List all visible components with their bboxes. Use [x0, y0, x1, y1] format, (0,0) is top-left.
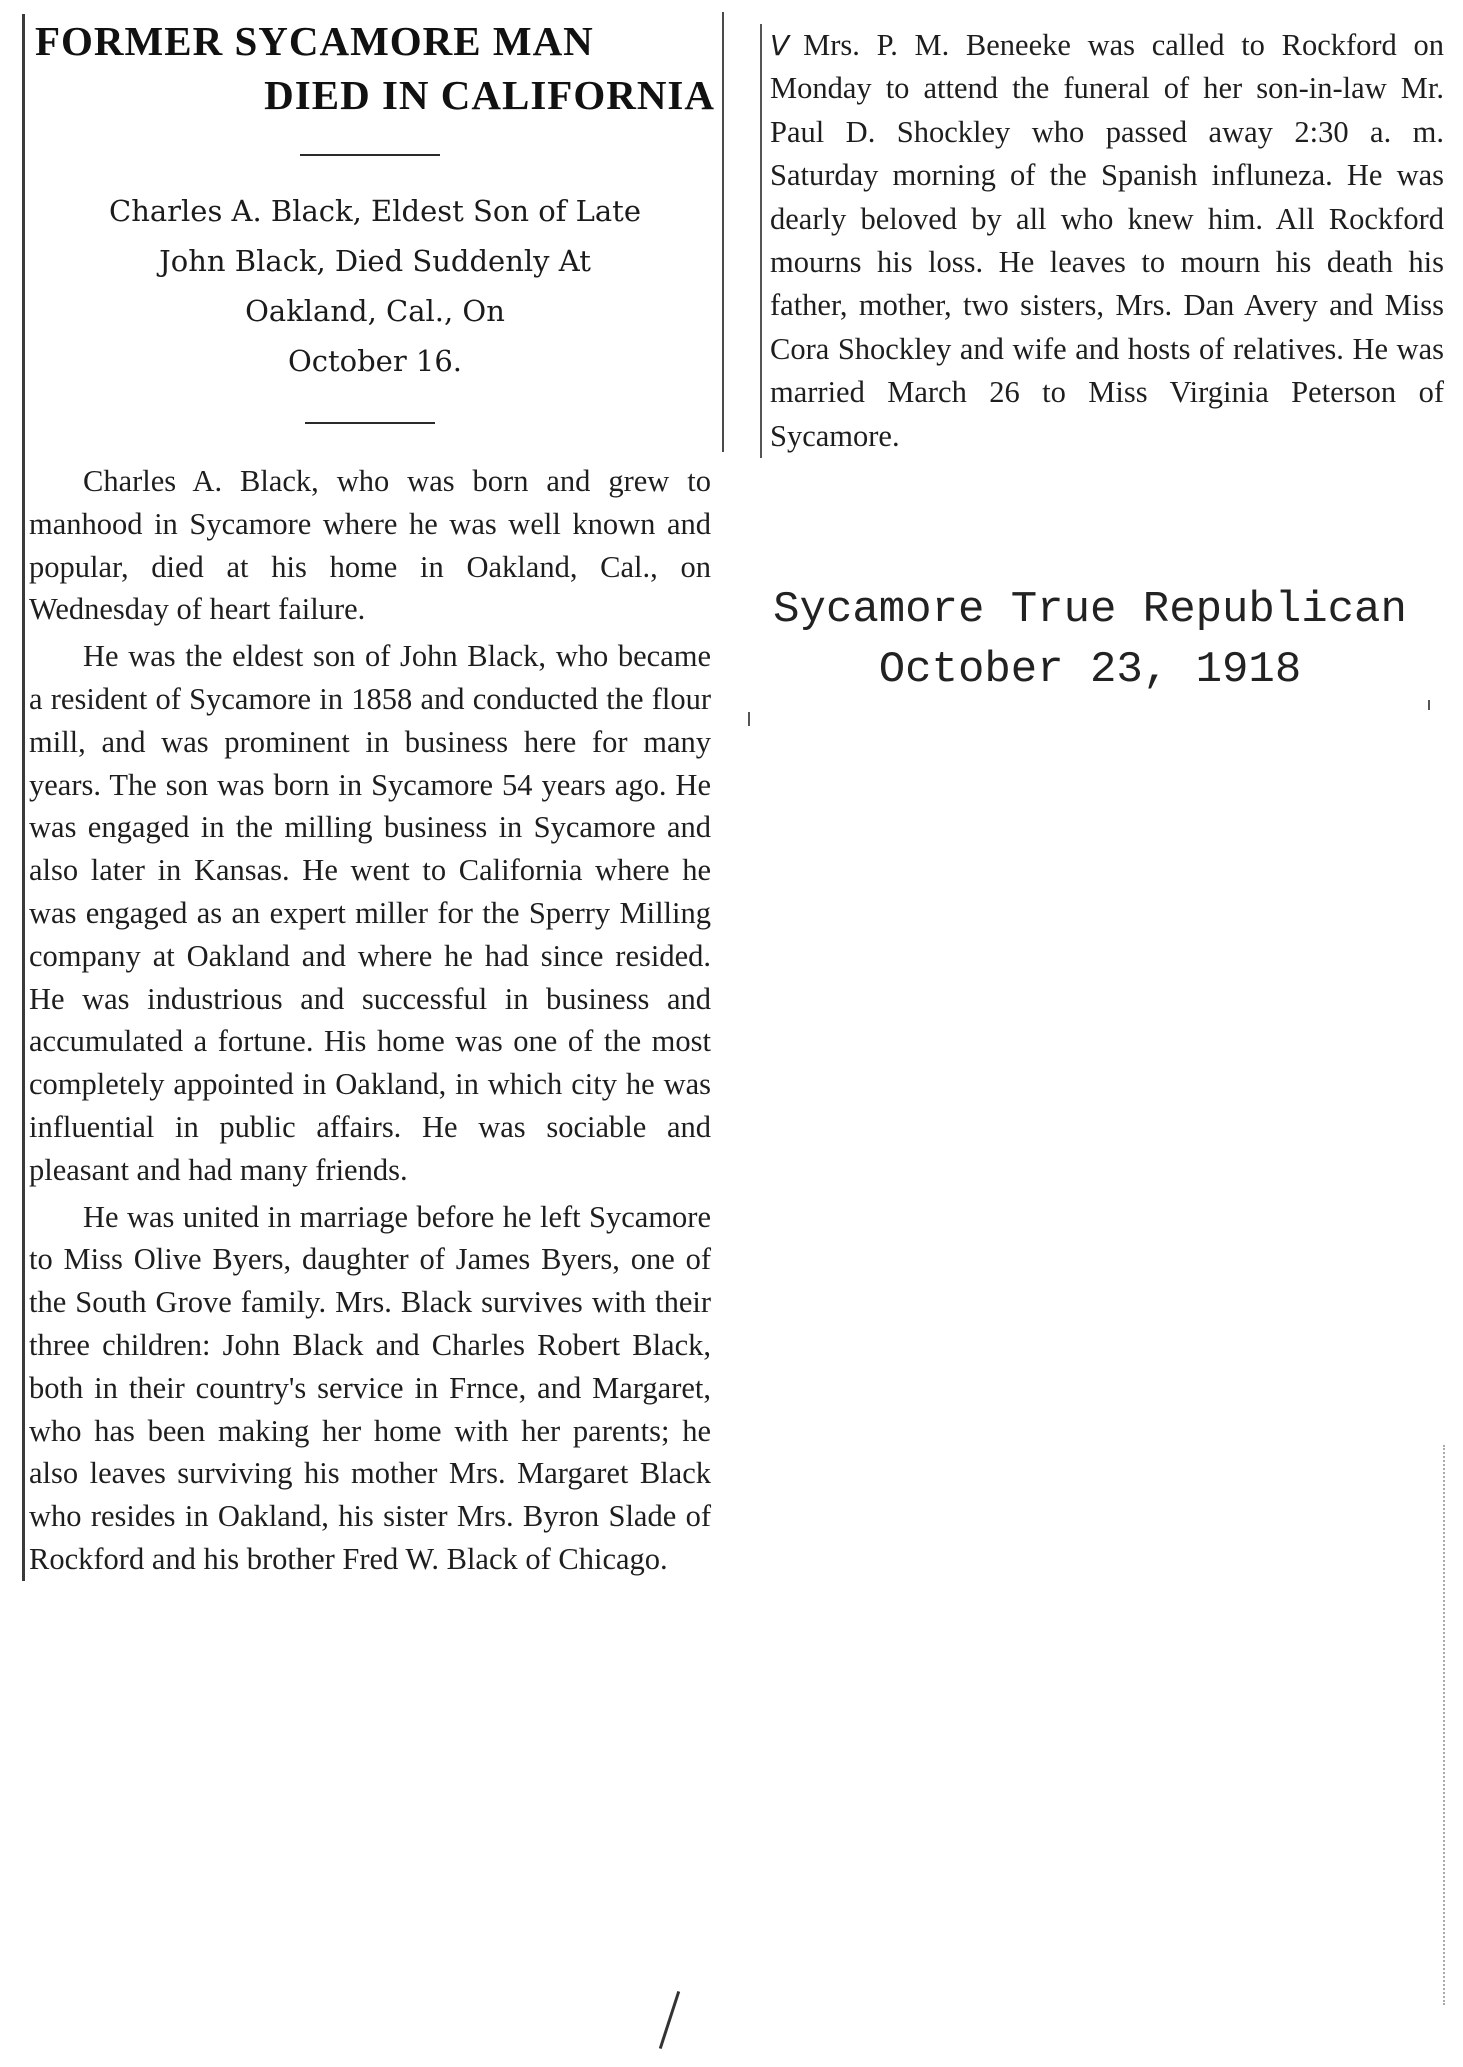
subhead-line: Oakland, Cal., On — [245, 294, 505, 328]
scan-mark — [1428, 700, 1430, 710]
subhead-line: October 16. — [287, 344, 463, 378]
source-citation — [720, 580, 1460, 700]
headline-line-2: DIED IN CALIFORNIA — [264, 72, 715, 118]
subhead-line: John Black, Died Suddenly At — [159, 244, 591, 278]
scan-edge — [1443, 1445, 1445, 2005]
scan-mark — [748, 712, 750, 726]
article-body — [25, 460, 715, 1581]
subhead-line: Charles A. Black, Eldest Son of Late — [109, 194, 641, 228]
column-divider — [722, 12, 724, 452]
notice-text: Mrs. P. M. Beneeke was called to Rockford on Monday to attend the funeral of her son-in-law Mr. Paul D. Shockley who passed away 2:30 a. m. Saturday morning of the Spanish influneza. He was dearly beloved by all who knew him. All Rockford mourns his loss. He leaves to mourn his death his father, mother, two sisters, Mrs. Dan Avery and Miss Cora Shockley and wife and hosts of relatives. He was married March 26 to Miss Virginia Peterson of Sycamore. — [770, 28, 1444, 453]
obituary-article — [22, 14, 715, 1581]
funeral-notice — [760, 24, 1444, 458]
check-mark: V — [770, 29, 790, 62]
article-paragraph: He was the eldest son of John Black, who became a resident of Sycamore in 1858 and conducted the flour mill, and was prominent in business here for many years. The son was born in Sycamore 54 years ago. He was engaged in the milling business in Sycamore and also later in Kansas. He went to California where he was engaged as an expert miller for the Sperry Milling company at Oakland and where he had since resided. He was industrious and successful in business and accumulated a fortune. His home was one of the most completely appointed in Oakland, in which city he was influential in public affairs. He was sociable and pleasant and had many friends. — [29, 639, 711, 1187]
article-subhead — [25, 186, 715, 386]
subhead-divider — [305, 422, 435, 424]
article-paragraph: Charles A. Black, who was born and grew to manhood in Sycamore where he was well known and popular, died at his home in Oakland, Cal., on Wednesday of heart failure. — [29, 464, 711, 627]
headline-line-1: FORMER SYCAMORE MAN — [35, 18, 594, 64]
article-paragraph: He was united in marriage before he left Sycamore to Miss Olive Byers, daughter of James Byers, one of the South Grove family. Mrs. Black survives with their three children: John Black and Charles Robert Black, both in their country's service in Frnce, and Margaret, who has been making her home with her parents; he also leaves surviving his mother Mrs. Margaret Black who resides in Oakland, his sister Mrs. Byron Slade of Rockford and his brother Fred W. Black of Chicago. — [29, 1199, 711, 1576]
article-headline — [25, 14, 715, 122]
publication-date: October 23, 1918 — [878, 645, 1302, 695]
headline-divider — [300, 154, 440, 156]
publication-name: Sycamore True Republican — [773, 585, 1407, 635]
pen-stroke — [659, 1991, 680, 2049]
